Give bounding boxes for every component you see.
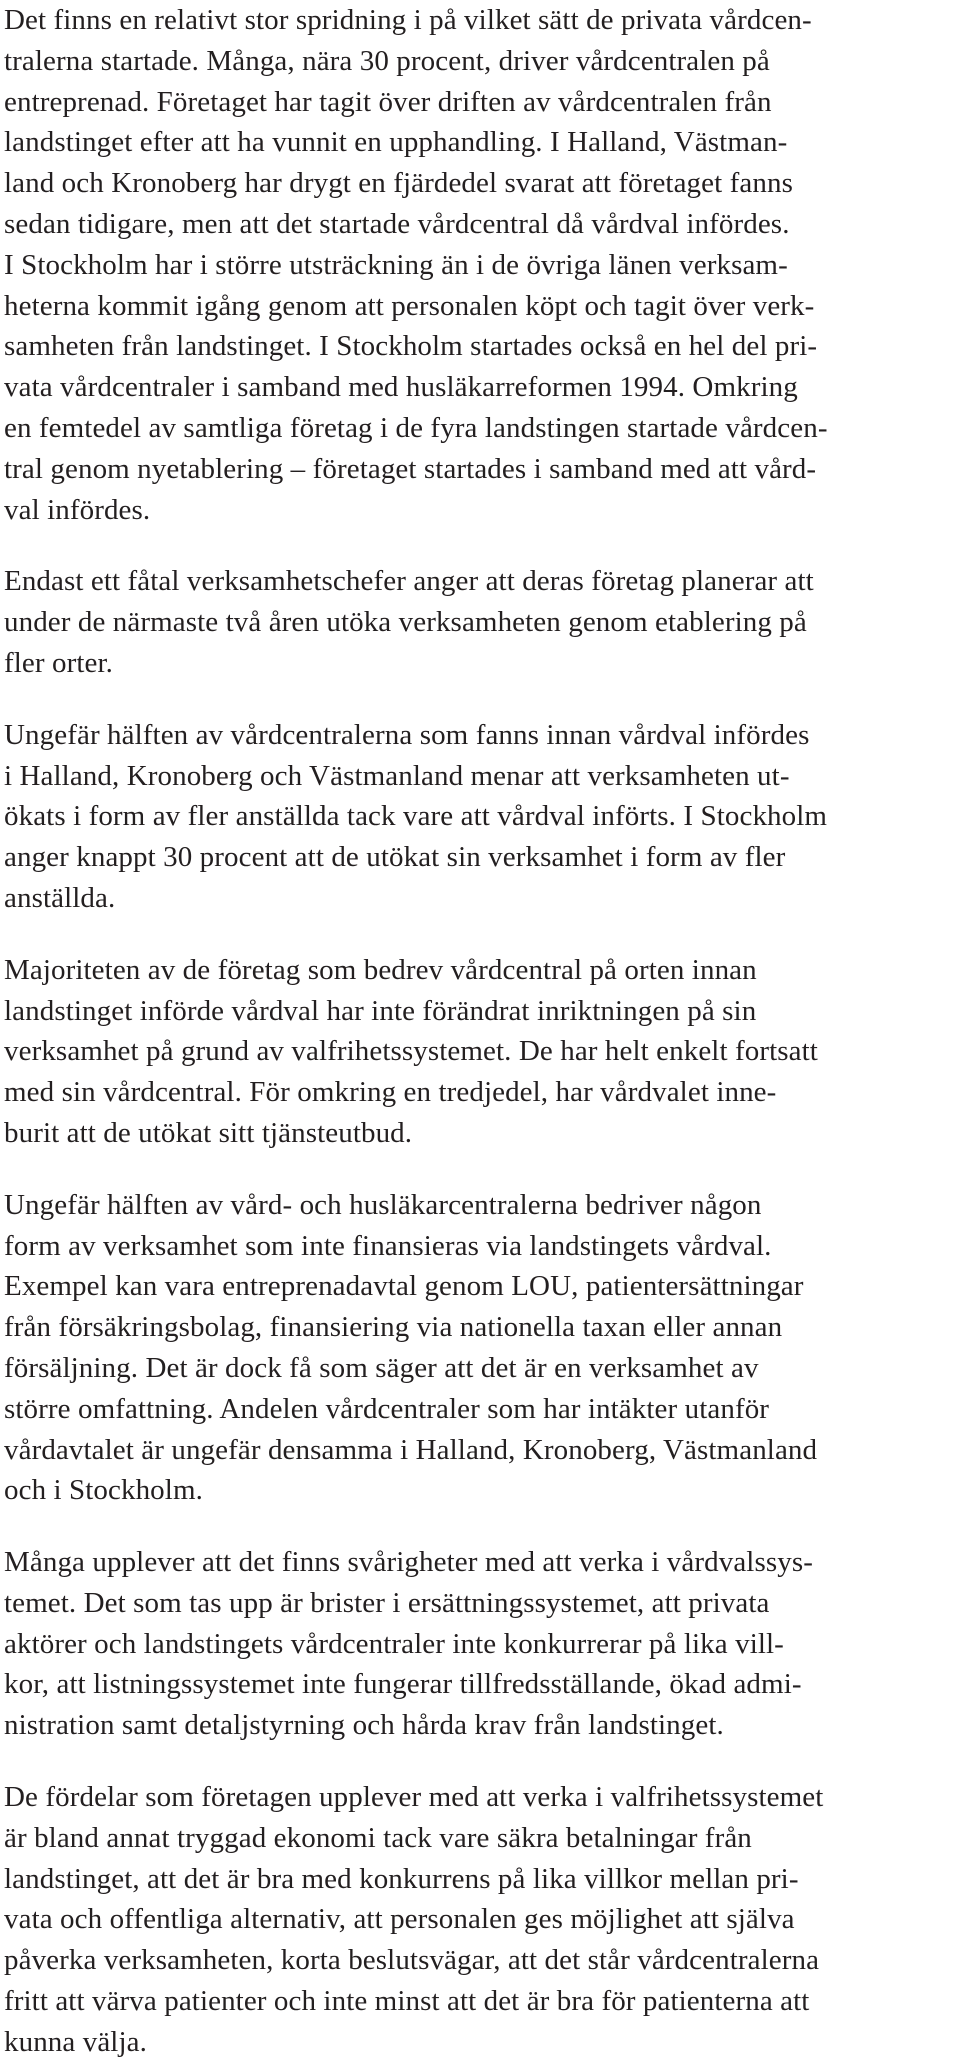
text-line: vårdavtalet är ungefär densamma i Halland, Kronoberg, Västmanland (4, 1433, 818, 1466)
text-line: anger knappt 30 procent att de utökat sin verksamhet i form av fler (4, 841, 786, 874)
text-line: under de närmaste två åren utöka verksamheten genom etablering på (4, 606, 807, 639)
text-line: I Stockholm har i större utsträckning än i de övriga länen verksam- (4, 248, 788, 281)
text-line: fritt att värva patienter och inte minst att det är bra för patienterna att (4, 1985, 810, 2018)
body-text (4, 0, 960, 2063)
text-line: verksamhet på grund av valfrihetssystemet. De har helt enkelt fortsatt (4, 1035, 818, 1068)
paragraph (4, 1542, 960, 1746)
paragraph (4, 0, 960, 530)
text-line: Många upplever att det finns svårigheter med att verka i vårdvalssys- (4, 1546, 813, 1579)
text-line: sedan tidigare, men att det startade vårdcentral då vårdval infördes. (4, 207, 790, 240)
text-line: påverka verksamheten, korta beslutsvägar, att det står vårdcentralerna (4, 1944, 820, 1977)
text-line: tralerna startade. Många, nära 30 procent, driver vårdcentralen på (4, 44, 770, 77)
text-line: fler orter. (4, 646, 113, 679)
text-line: De fördelar som företagen upplever med att verka i valfrihetssystemet (4, 1781, 824, 1814)
text-line: nistration samt detaljstyrning och hårda krav från landstinget. (4, 1709, 724, 1742)
text-line: vata vårdcentraler i samband med husläkarreformen 1994. Omkring (4, 371, 798, 404)
text-line: Exempel kan vara entreprenadavtal genom LOU, patientersättningar (4, 1270, 804, 1303)
text-line: entreprenad. Företaget har tagit över driften av vårdcentralen från (4, 85, 772, 118)
text-line: Ungefär hälften av vårdcentralerna som fanns innan vårdval infördes (4, 718, 810, 751)
text-line: en femtedel av samtliga företag i de fyra landstingen startade vårdcen- (4, 411, 828, 444)
text-line: försäljning. Det är dock få som säger att det är en verksamhet av (4, 1351, 759, 1384)
text-line: temet. Det som tas upp är brister i ersättningssystemet, att privata (4, 1586, 770, 1619)
text-line: större omfattning. Andelen vårdcentraler som har intäkter utanför (4, 1392, 770, 1425)
text-line: och i Stockholm. (4, 1474, 203, 1507)
text-line: Endast ett fåtal verksamhetschefer anger att deras företag planerar att (4, 565, 814, 598)
text-line: form av verksamhet som inte finansieras via landstingets vårdval. (4, 1229, 772, 1262)
text-line: från försäkringsbolag, finansiering via nationella taxan eller annan (4, 1311, 783, 1344)
paragraph (4, 1185, 960, 1511)
text-line: Ungefär hälften av vård- och husläkarcentralerna bedriver någon (4, 1188, 762, 1221)
text-line: Det finns en relativt stor spridning i på vilket sätt de privata vårdcen- (4, 4, 812, 36)
text-line: land och Kronoberg har drygt en fjärdedel svarat att företaget fanns (4, 167, 793, 200)
text-line: är bland annat tryggad ekonomi tack vare säkra betalningar från (4, 1821, 752, 1854)
paragraph (4, 561, 960, 683)
text-line: val infördes. (4, 493, 151, 526)
paragraph (4, 715, 960, 919)
text-line: ökats i form av fler anställda tack vare att vårdval införts. I Stockholm (4, 800, 828, 833)
text-line: heterna kommit igång genom att personalen köpt och tagit över verk- (4, 289, 815, 322)
text-line: i Halland, Kronoberg och Västmanland menar att verksamheten ut- (4, 759, 790, 792)
paragraph (4, 1777, 960, 2063)
text-line: landstinget efter att ha vunnit en upphandling. I Halland, Västman- (4, 126, 788, 159)
text-line: landstinget, att det är bra med konkurrens på lika villkor mellan pri- (4, 1862, 799, 1895)
text-line: kunna välja. (4, 2025, 147, 2058)
text-line: anställda. (4, 881, 116, 914)
text-line: aktörer och landstingets vårdcentraler inte konkurrerar på lika vill- (4, 1627, 784, 1660)
text-line: kor, att listningssystemet inte fungerar tillfredsställande, ökad admi- (4, 1668, 802, 1701)
text-line: burit att de utökat sitt tjänsteutbud. (4, 1116, 413, 1149)
text-line: tral genom nyetablering – företaget startades i samband med att vård- (4, 452, 817, 485)
text-line: landstinget införde vårdval har inte förändrat inriktningen på sin (4, 994, 757, 1027)
text-line: med sin vårdcentral. För omkring en tredjedel, har vårdvalet inne- (4, 1076, 777, 1109)
paragraph (4, 950, 960, 1154)
text-line: Majoriteten av de företag som bedrev vårdcentral på orten innan (4, 953, 757, 986)
text-line: samheten från landstinget. I Stockholm startades också en hel del pri- (4, 330, 818, 363)
text-line: vata och offentliga alternativ, att personalen ges möjlighet att själva (4, 1903, 795, 1936)
